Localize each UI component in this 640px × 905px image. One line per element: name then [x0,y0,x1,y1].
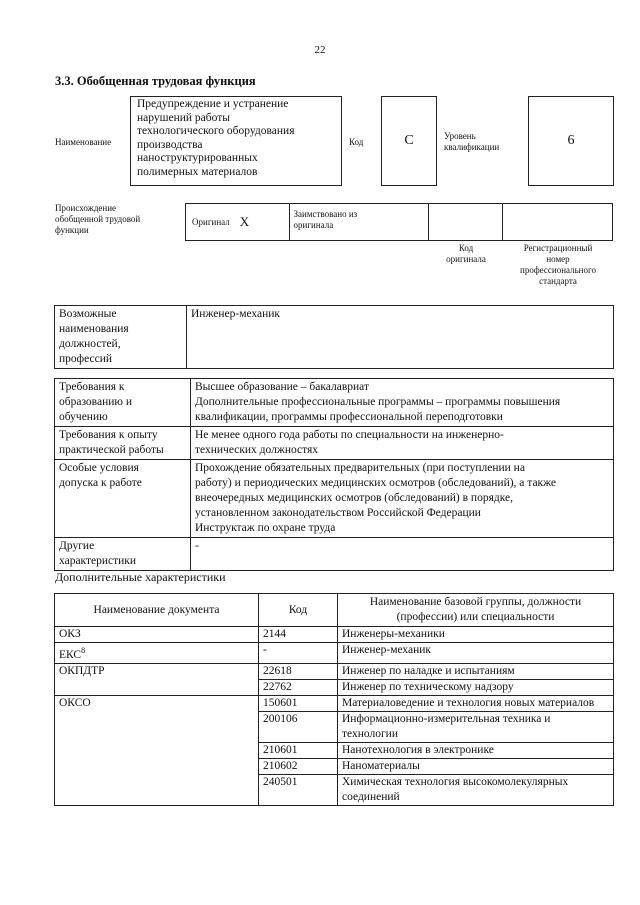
level-label-line: Уровень [444,131,476,141]
function-name-line: полимерных материалов [137,165,258,178]
code-cell: - [259,643,338,664]
value-line: Инструктаж по охране труда [195,522,336,534]
additional-table [54,593,614,806]
code-cell: 210601 [259,742,338,758]
value-line: Не менее одного года работы по специальности на инженерно- [195,429,504,441]
origin-label-line: функции [55,225,89,235]
original-code-cell [429,204,503,240]
table-row [55,379,614,427]
label-line: Возможные [59,308,117,320]
value-line: Высшее образование – бакалавриат [195,381,369,393]
function-name-line: Предупреждение и устранение [137,98,289,110]
name-cell: Информационно-измерительная техника и технологии [338,711,614,742]
original-mark: X [239,214,250,229]
original-cell [186,204,290,240]
name-cell: Наноматериалы [338,758,614,774]
value-line: работу) и периодических медицинских осмотров (обследований), а также [195,477,557,489]
label-line: допуска к работе [59,477,142,489]
column-header: Код [259,594,338,627]
label-line: образованию и [59,396,132,408]
level-label [444,131,499,153]
function-name-line: нарушений работы [137,111,230,124]
registration-caption-line: стандарта [539,276,577,286]
requirement-value [191,538,614,571]
additional-caption: Дополнительные характеристики [55,570,226,584]
requirement-value [191,427,614,460]
table-row [55,460,614,538]
label-line: Особые условия [59,462,139,474]
table-row [55,663,614,679]
column-header: Наименование базовой группы, должности (профессии) или специальности [338,594,614,627]
table-row [55,627,614,643]
doc-cell: ОКСО [55,695,259,805]
name-cell: Химическая технология высокомолекулярных соединений [338,774,614,805]
footnote-ref: 8 [81,646,86,655]
registration-number-cell [503,204,612,240]
borrowed-label-line: Заимствовано из [293,209,358,219]
original-label: Оригинал [192,216,230,227]
value-line: Дополнительные профессиональные программы – программы повышения [195,396,561,408]
requirement-value [191,460,614,538]
borrowed-label-line: оригинала [293,220,334,230]
table-row [55,538,614,571]
value-line: установленном законодательством Российской Федерации [195,507,481,519]
name-cell: Нанотехнология в электронике [338,742,614,758]
qualification-level-value: 6 [528,96,614,186]
requirement-value [191,379,614,427]
code-caption-line: оригинала [446,254,486,264]
value-line: Прохождение обязательных предварительных (при поступлении на [195,462,525,474]
table-row [55,695,614,711]
name-cell: Инженеры-механики [338,627,614,643]
requirement-label [55,379,191,427]
table-row [55,643,614,664]
name-label: Наименование [55,137,112,147]
code-caption [429,243,503,265]
code-cell: 200106 [259,711,338,742]
value-line: квалификации, программы профессиональной переподготовки [195,411,503,423]
possible-names-value: Инженер-механик [187,306,614,369]
name-cell: Материаловедение и технология новых материалов [338,695,614,711]
table-header-row [55,594,614,627]
name-cell: Инженер по техническому надзору [338,679,614,695]
function-name-line: технологического оборудования [137,125,295,137]
code-cell: 150601 [259,695,338,711]
value-line: внеочередных медицинских осмотров (обследований) в порядке, [195,492,514,504]
origin-label [55,203,140,236]
section-title: 3.3. Обобщенная трудовая функция [55,74,256,88]
registration-caption-line: профессионального [520,265,596,275]
requirements-table [54,378,614,571]
label-line: Другие [59,540,95,552]
code-cell: 22762 [259,679,338,695]
label-line: Требования к опыту [59,429,158,441]
origin-label-line: Происхождение [55,203,117,213]
label-line: профессий [59,353,113,365]
value-line: технических должностях [195,444,319,456]
value-line: - [195,540,199,552]
doc-cell: ОКЗ [55,627,259,643]
requirement-label [55,460,191,538]
page-number: 22 [314,44,326,56]
code-value: C [381,96,437,186]
origin-row [185,203,613,241]
level-label-line: квалификации [444,142,500,152]
origin-label-line: обобщенной трудовой [55,214,141,224]
label-line: Требования к [59,381,125,393]
registration-caption [503,243,613,287]
label-line: характеристики [59,555,137,567]
requirement-label [55,427,191,460]
name-cell: Инженер-механик [338,643,614,664]
possible-names-label [55,306,187,369]
table-row [55,306,614,369]
possible-names-table [54,305,614,369]
function-name-line: наноструктурированных [137,152,258,164]
requirement-label [55,538,191,571]
name-cell: Инженер по наладке и испытаниям [338,663,614,679]
code-caption-line: Код [458,243,474,253]
function-name-box [130,96,342,186]
code-cell: 240501 [259,774,338,805]
label-line: обучению [59,411,108,423]
ekc-label: ЕКС [59,648,82,661]
borrowed-cell [290,204,429,240]
registration-caption-line: Регистрационный [523,243,593,253]
column-header: Наименование документа [55,594,259,627]
function-name-line: производства [137,138,203,151]
doc-cell [55,643,259,664]
code-cell: 22618 [259,663,338,679]
registration-caption-line: номер [546,254,570,264]
doc-cell: ОКПДТР [55,663,259,695]
table-row [55,427,614,460]
label-line: должностей, [59,338,121,350]
label-line: наименования [59,323,129,335]
code-cell: 210602 [259,758,338,774]
label-line: практической работы [59,444,164,456]
code-cell: 2144 [259,627,338,643]
code-label: Код [349,137,364,147]
